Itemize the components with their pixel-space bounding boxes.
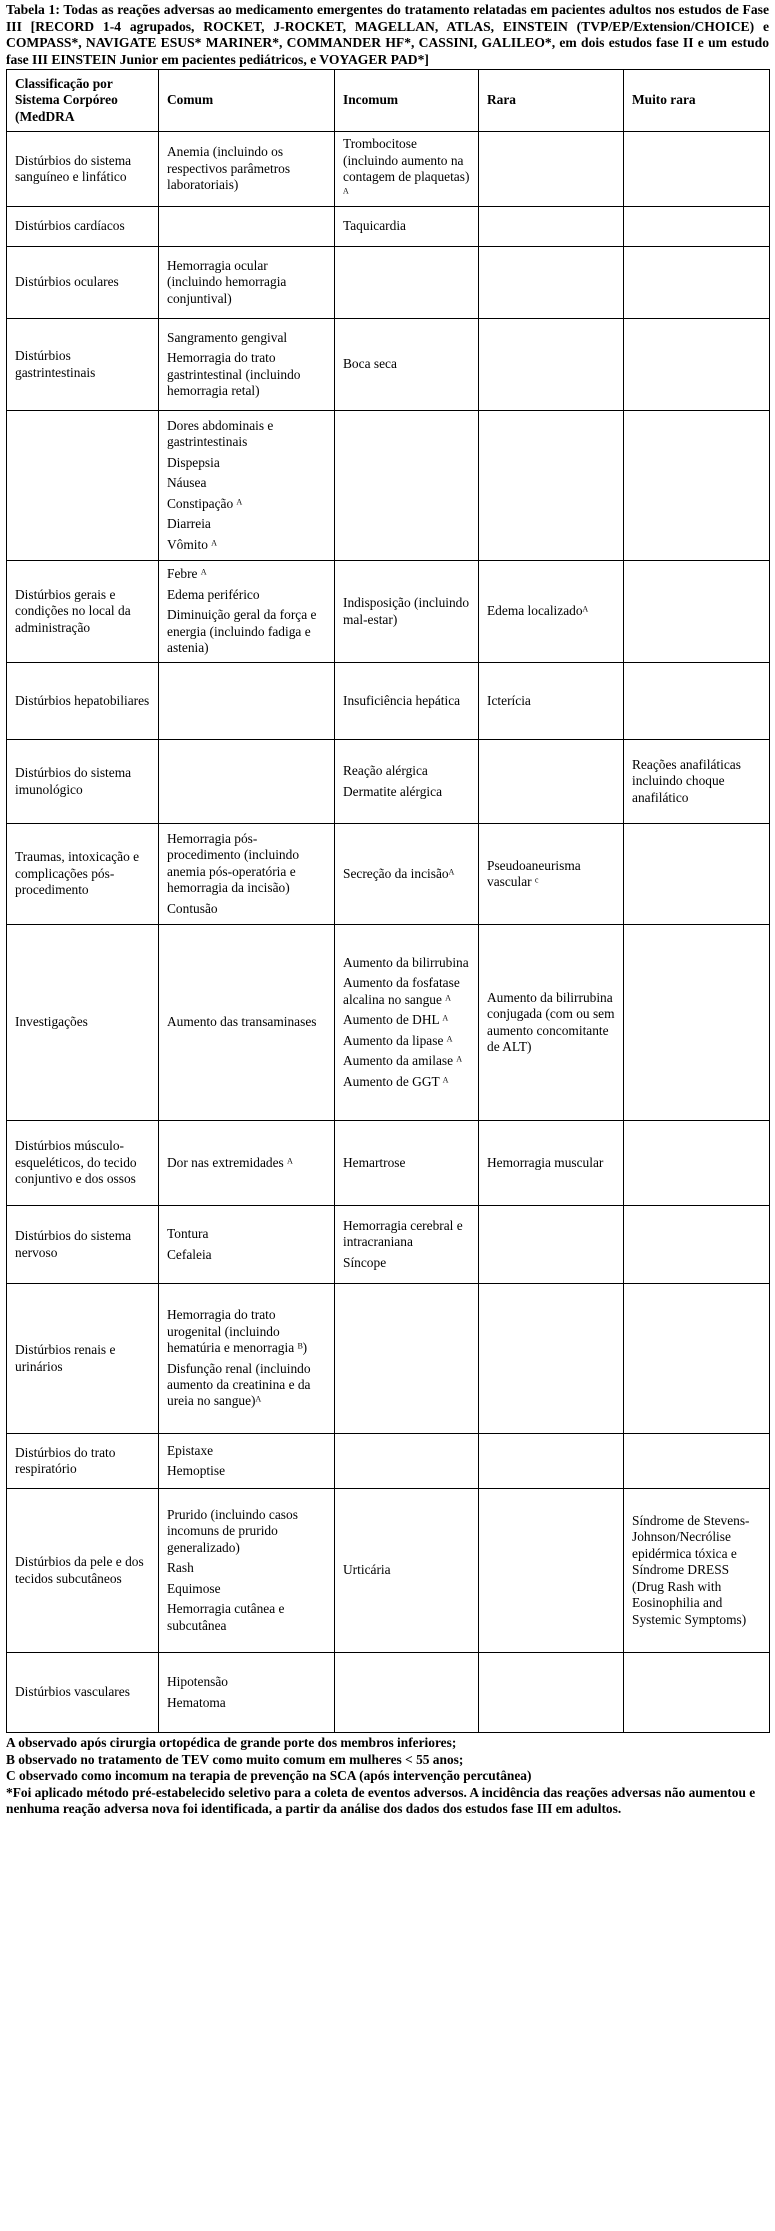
reaction-item: Aumento da lipase ᴬ [343, 1032, 453, 1048]
cell-rara [479, 663, 624, 740]
cell-system: Investigações [7, 925, 159, 1121]
cell-rara [479, 824, 624, 925]
cell-system: Distúrbios do sistema imunológico [7, 740, 159, 824]
table-row [7, 663, 770, 740]
table-row [7, 824, 770, 925]
cell-comum [159, 207, 335, 247]
cell-system: Distúrbios músculo-esqueléticos, do tecido conjuntivo e dos ossos [7, 1121, 159, 1206]
table-row [7, 1121, 770, 1206]
reaction-item: Aumento das transaminases [167, 1014, 317, 1030]
header-rara: Rara [479, 70, 624, 132]
cell-muito-rara [624, 740, 770, 824]
reaction-item: Reação alérgica [343, 763, 428, 779]
header-system: Classificação por Sistema Corpóreo (MedDRA [7, 70, 159, 132]
cell-muito-rara [624, 1653, 770, 1733]
reaction-item: Aumento de GGT ᴬ [343, 1073, 449, 1089]
reaction-item: Constipação ᴬ [167, 495, 243, 511]
reaction-item: Disfunção renal (incluindo aumento da creatinina e da ureia no sangue)ᴬ [167, 1360, 311, 1409]
table-body [7, 132, 770, 1733]
reaction-item: Edema localizadoᴬ [487, 603, 589, 619]
cell-muito-rara [624, 1284, 770, 1434]
table-row [7, 1206, 770, 1284]
cell-incomum [335, 1121, 479, 1206]
footnote: C observado como incomum na terapia de prevenção na SCA (após intervenção percutânea) [6, 1768, 532, 1783]
reaction-item: Rash [167, 1560, 194, 1576]
cell-system: Distúrbios da pele e dos tecidos subcutâneos [7, 1489, 159, 1653]
cell-system: Distúrbios do sistema nervoso [7, 1206, 159, 1284]
cell-incomum [335, 925, 479, 1121]
cell-rara [479, 1653, 624, 1733]
reaction-item: Diminuição geral da força e energia (incluindo fadiga e astenia) [167, 607, 317, 656]
cell-muito-rara [624, 1434, 770, 1489]
cell-rara [479, 1489, 624, 1653]
reaction-item: Equimose [167, 1580, 221, 1596]
cell-incomum [335, 247, 479, 319]
reaction-item: Reações anafiláticas incluindo choque anafilático [632, 756, 741, 805]
reaction-item: Hemorragia do trato urogenital (incluindo hematúria e menorragia ᴮ) [167, 1307, 308, 1356]
reaction-item: Urticária [343, 1562, 391, 1578]
reaction-item: Dores abdominais e gastrintestinais [167, 418, 274, 450]
cell-muito-rara [624, 207, 770, 247]
cell-muito-rara [624, 1489, 770, 1653]
reaction-item: Edema periférico [167, 586, 260, 602]
reaction-item: Hemorragia ocular (incluindo hemorragia conjuntival) [167, 257, 287, 306]
cell-muito-rara [624, 925, 770, 1121]
cell-muito-rara [624, 1121, 770, 1206]
reaction-item: Cefaleia [167, 1246, 212, 1262]
footnote: A observado após cirurgia ortopédica de grande porte dos membros inferiores; [6, 1735, 457, 1750]
cell-comum [159, 1206, 335, 1284]
reaction-item: Dor nas extremidades ᴬ [167, 1154, 293, 1170]
reaction-item: Hemoptise [167, 1463, 226, 1478]
reaction-item: Secreção da incisãoᴬ [343, 865, 455, 881]
table-row [7, 319, 770, 411]
reaction-item: Indisposição (incluindo mal-estar) [343, 595, 470, 627]
reaction-item: Prurido (incluindo casos incomuns de prurido generalizado) [167, 1507, 298, 1555]
table-row [7, 247, 770, 319]
reaction-item: Aumento da amilase ᴬ [343, 1053, 463, 1069]
cell-system: Distúrbios renais e urinários [7, 1284, 159, 1434]
cell-comum [159, 663, 335, 740]
table-row [7, 1653, 770, 1733]
reaction-item: Hemorragia pós-procedimento (incluindo anemia pós-operatória e hemorragia da incisão) [167, 830, 300, 896]
table-row [7, 132, 770, 207]
reaction-item: Hemorragia do trato gastrintestinal (incluindo hemorragia retal) [167, 350, 301, 398]
cell-muito-rara [624, 247, 770, 319]
adverse-reactions-table [6, 69, 770, 1733]
cell-muito-rara [624, 561, 770, 663]
reaction-item: Hematoma [167, 1694, 226, 1710]
table-row [7, 1489, 770, 1653]
table-row [7, 1284, 770, 1434]
reaction-item: Hemartrose [343, 1154, 406, 1170]
cell-comum [159, 411, 335, 561]
cell-incomum [335, 1653, 479, 1733]
reaction-item: Anemia (incluindo os respectivos parâmetros laboratoriais) [167, 144, 291, 193]
cell-comum [159, 319, 335, 411]
cell-rara [479, 319, 624, 411]
reaction-item: Tontura [167, 1226, 209, 1242]
cell-muito-rara [624, 319, 770, 411]
cell-rara [479, 411, 624, 561]
footnotes [6, 1735, 769, 1818]
reaction-item: Icterícia [487, 692, 531, 708]
reaction-item: Sangramento gengival [167, 329, 288, 345]
cell-system: Distúrbios cardíacos [7, 207, 159, 247]
header-muito-rara: Muito rara [624, 70, 770, 132]
reaction-item: Hemorragia cerebral e intracraniana [343, 1217, 463, 1250]
cell-system: Traumas, intoxicação e complicações pós-procedimento [7, 824, 159, 925]
cell-rara [479, 1121, 624, 1206]
cell-comum [159, 740, 335, 824]
table-row [7, 207, 770, 247]
reaction-item: Diarreia [167, 516, 211, 532]
cell-rara [479, 740, 624, 824]
reaction-item: Hipotensão [167, 1674, 228, 1690]
cell-incomum [335, 1434, 479, 1489]
cell-rara [479, 1284, 624, 1434]
cell-comum [159, 1653, 335, 1733]
cell-comum [159, 247, 335, 319]
reaction-item: Trombocitose (incluindo aumento na contagem de plaquetas) ᴬ [343, 136, 470, 201]
cell-comum [159, 1284, 335, 1434]
cell-muito-rara [624, 663, 770, 740]
reaction-item: Aumento da bilirrubina conjugada (com ou sem aumento concomitante de ALT) [487, 989, 615, 1054]
table-row [7, 1434, 770, 1489]
reaction-item: Dermatite alérgica [343, 783, 443, 799]
cell-comum [159, 561, 335, 663]
cell-comum [159, 1434, 335, 1489]
header-incomum: Incomum [335, 70, 479, 132]
table-row [7, 740, 770, 824]
cell-muito-rara [624, 132, 770, 207]
cell-incomum [335, 319, 479, 411]
reaction-item: Aumento da fosfatase alcalina no sangue ᴬ [343, 975, 460, 1007]
cell-incomum [335, 561, 479, 663]
cell-system: Distúrbios oculares [7, 247, 159, 319]
cell-rara [479, 207, 624, 247]
cell-system: Distúrbios do trato respiratório [7, 1434, 159, 1489]
reaction-item: Contusão [167, 900, 218, 916]
reaction-item: Síncope [343, 1254, 387, 1270]
cell-incomum [335, 1489, 479, 1653]
table-row [7, 925, 770, 1121]
reaction-item: Síndrome de Stevens-Johnson/Necrólise epidérmica tóxica e Síndrome DRESS (Drug Rash with Eosinophilia and Systemic Symptoms) [632, 1513, 750, 1627]
reaction-item: Taquicardia [343, 218, 407, 234]
reaction-item: Náusea [167, 475, 207, 491]
reaction-item: Pseudoaneurisma vascular ᶜ [487, 857, 581, 889]
cell-comum [159, 1489, 335, 1653]
reaction-item: Hemorragia muscular [487, 1154, 604, 1170]
table-caption: Tabela 1: Todas as reações adversas ao medicamento emergentes do tratamento relatadas em pacientes adultos nos estudos de Fase III [RECORD 1-4 agrupados, ROCKET, J-ROCKET, MAGELLAN, ATLAS, EINSTEIN (TVP/EP/Extension/CHOICE) e COMPASS*, NAVIGATE ESUS* MARINER*, COMMANDER HF*, CASSINI, GALILEO*, em dois estudos fase II e um estudo fase III EINSTEIN Junior em pacientes pediátricos, e VOYAGER PAD*] [6, 2, 769, 67]
cell-system: Distúrbios vasculares [7, 1653, 159, 1733]
cell-muito-rara [624, 824, 770, 925]
reaction-item: Dispepsia [167, 454, 220, 470]
table-row [7, 411, 770, 561]
cell-muito-rara [624, 411, 770, 561]
cell-incomum [335, 663, 479, 740]
reaction-item: Hemorragia cutânea e subcutânea [167, 1601, 285, 1633]
cell-comum [159, 925, 335, 1121]
cell-rara [479, 132, 624, 207]
cell-system: Distúrbios do sistema sanguíneo e linfático [7, 132, 159, 207]
cell-comum [159, 132, 335, 207]
footnote: B observado no tratamento de TEV como muito comum em mulheres < 55 anos; [6, 1751, 464, 1767]
footnote: *Foi aplicado método pré-estabelecido seletivo para a coleta de eventos adversos. A incidência das reações adversas não aumentou e nenhuma reação adversa nova foi identificada, a partir da análise dos dados dos estudos fase III em adultos. [6, 1784, 756, 1816]
header-comum: Comum [159, 70, 335, 132]
cell-comum [159, 824, 335, 925]
cell-incomum [335, 132, 479, 207]
cell-incomum [335, 411, 479, 561]
cell-rara [479, 561, 624, 663]
cell-incomum [335, 1206, 479, 1284]
reaction-item: Febre ᴬ [167, 566, 207, 582]
cell-system: Distúrbios gastrintestinais [7, 319, 159, 411]
reaction-item: Epistaxe [167, 1442, 214, 1458]
cell-system [7, 411, 159, 561]
cell-system: Distúrbios hepatobiliares [7, 663, 159, 740]
cell-incomum [335, 207, 479, 247]
reaction-item: Vômito ᴬ [167, 536, 217, 552]
cell-system: Distúrbios gerais e condições no local da administração [7, 561, 159, 663]
cell-rara [479, 925, 624, 1121]
cell-rara [479, 247, 624, 319]
reaction-item: Aumento de DHL ᴬ [343, 1012, 449, 1028]
cell-muito-rara [624, 1206, 770, 1284]
reaction-item: Insuficiência hepática [343, 692, 461, 708]
table-header-row [7, 70, 770, 132]
cell-rara [479, 1206, 624, 1284]
table-row [7, 561, 770, 663]
cell-rara [479, 1434, 624, 1489]
reaction-item: Aumento da bilirrubina [343, 955, 469, 971]
cell-incomum [335, 740, 479, 824]
cell-incomum [335, 824, 479, 925]
cell-comum [159, 1121, 335, 1206]
cell-incomum [335, 1284, 479, 1434]
reaction-item: Boca seca [343, 356, 397, 372]
